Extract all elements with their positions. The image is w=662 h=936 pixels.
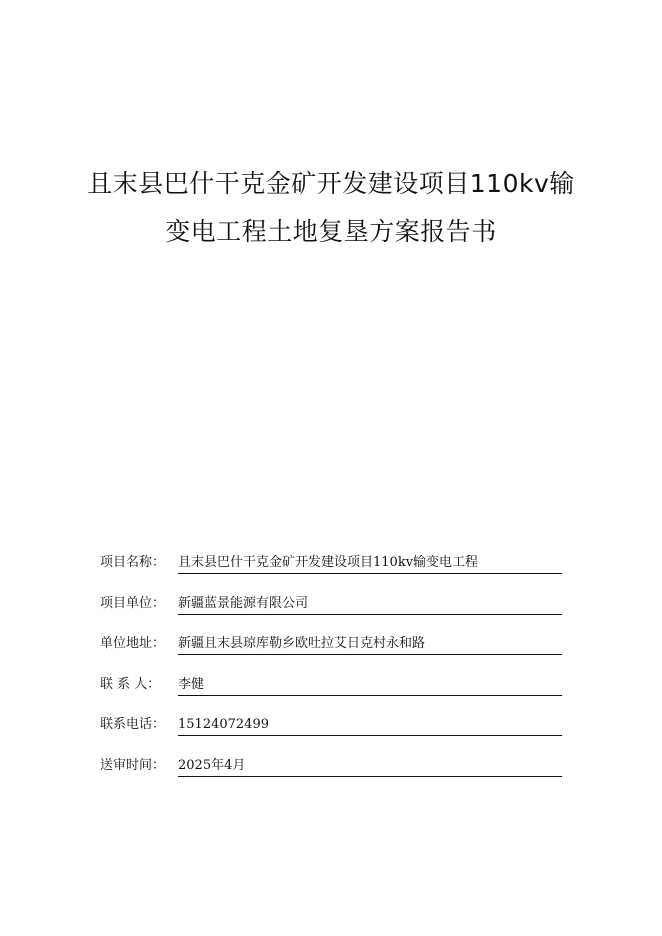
- unit-address-label: 单位地址：: [100, 636, 166, 651]
- submission-date-label: 送审时间：: [100, 757, 166, 773]
- info-row-submission-date: [100, 756, 562, 797]
- submission-date-value: 2025年4月: [178, 756, 562, 777]
- info-row-project-name: [100, 553, 562, 594]
- project-name-value: 且末县巴什干克金矿开发建设项目110kv输变电工程: [178, 553, 562, 574]
- report-title-line-1: 且末县巴什干克金矿开发建设项目110kv输: [87, 169, 575, 198]
- project-unit-label: 项目单位：: [100, 595, 166, 611]
- info-row-contact-person: [100, 675, 562, 716]
- contact-person-value: 李健: [178, 675, 562, 696]
- project-name-label: 项目名称：: [100, 555, 166, 570]
- info-row-unit-address: [100, 634, 562, 675]
- project-unit-value: 新疆蓝景能源有限公司: [178, 594, 562, 615]
- info-row-contact-phone: [100, 715, 562, 756]
- report-title-line-2: 变电工程土地复垦方案报告书: [165, 217, 497, 246]
- contact-person-label: 联 系 人：: [100, 676, 161, 692]
- project-info-block: [100, 553, 562, 796]
- unit-address-value: 新疆且末县琼库勒乡欧吐拉艾日克村永和路: [178, 634, 562, 655]
- contact-phone-label: 联系电话：: [100, 717, 166, 732]
- contact-phone-value: 15124072499: [178, 715, 562, 736]
- info-row-project-unit: [100, 594, 562, 635]
